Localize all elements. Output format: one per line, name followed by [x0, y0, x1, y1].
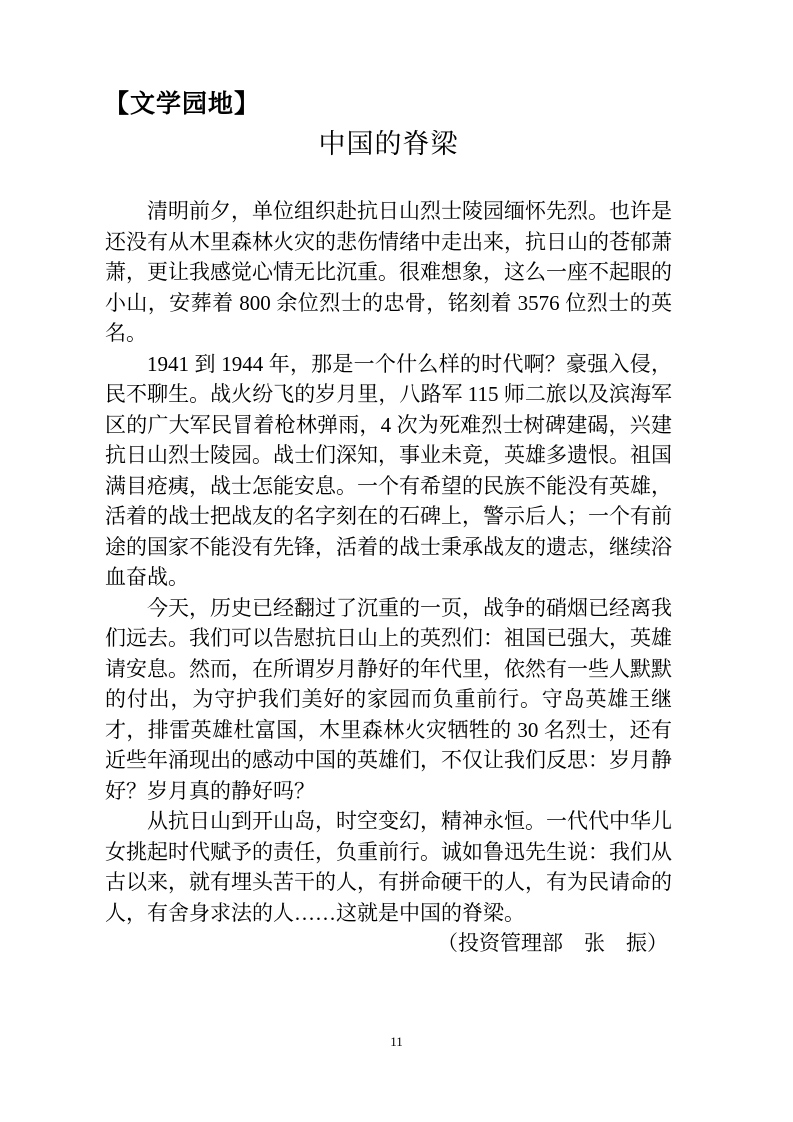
- page-number: 11: [390, 1034, 403, 1049]
- section-header: 【文学园地】: [104, 89, 261, 118]
- paragraph-3: 今天，历史已经翻过了沉重的一页，战争的硝烟已经离我们远去。我们可以告慰抗日山上的英烈们：祖国已强大，英雄请安息。然而，在所谓岁月静好的年代里，依然有一些人默默的付出，为守护我们美好的家园而负重前行。守岛英雄王继才，排雷英雄杜富国，木里森林火灾牺牲的 30 名烈士，还有近些年涌现出的感动中国的英雄们，不仅让我们反思：岁月静好？岁月真的静好吗？: [105, 595, 672, 803]
- byline: （投资管理部 张 振）: [437, 931, 668, 955]
- article-title: 中国的脊梁: [318, 129, 459, 159]
- paragraph-2: 1941 到 1944 年，那是一个什么样的时代啊？豪强入侵，民不聊生。战火纷飞的岁月里，八路军 115 师二旅以及滨海军区的广大军民冒着枪林弹雨，4 次为死难烈士树碑建碣，兴建抗日山烈士陵园。战士们深知，事业未竟，英雄多遗恨。祖国满目疮痍，战士怎能安息。一个有希望的民族不能没有英雄，活着的战士把战友的名字刻在的石碑上，警示后人；一个有前途的国家不能没有先锋，活着的战士秉承战友的遗志，继续浴血奋战。: [105, 351, 672, 589]
- article-body: [105, 196, 672, 959]
- paragraph-1: 清明前夕，单位组织赴抗日山烈士陵园缅怀先烈。也许是还没有从木里森林火灾的悲伤情绪中走出来，抗日山的苍郁萧萧，更让我感觉心情无比沉重。很难想象，这么一座不起眼的小山，安葬着 800 余位烈士的忠骨，铭刻着 3576 位烈士的英名。: [105, 199, 672, 345]
- paragraph-4: 从抗日山到开山岛，时空变幻，精神永恒。一代代中华儿女挑起时代赋予的责任，负重前行。诚如鲁迅先生说：我们从古以来，就有埋头苦干的人，有拼命硬干的人，有为民请命的人，有舍身求法的人……这就是中国的脊梁。: [105, 809, 672, 925]
